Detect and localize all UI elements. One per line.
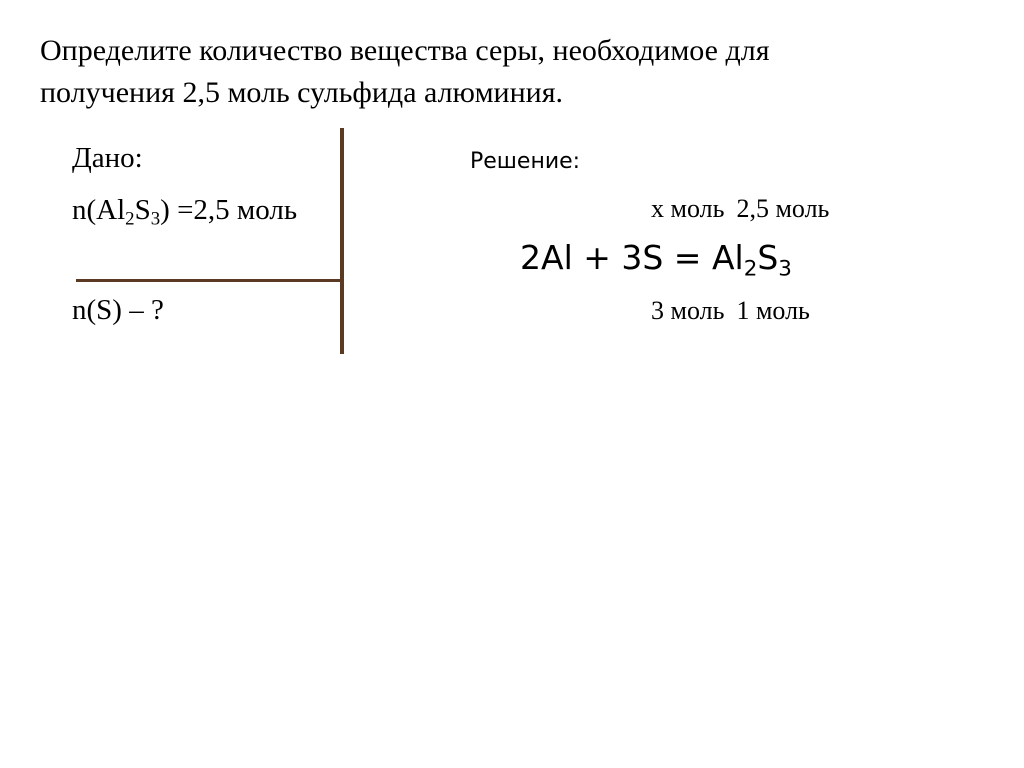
find-value: n(S) – ? [72,294,164,326]
solution-heading: Решение: [470,149,581,174]
given-value-subscript-1: 2 [125,208,135,230]
given-value-mid: S [134,194,151,226]
equation-subscript-1: 2 [743,256,758,282]
equation-mid: S [757,238,779,277]
given-value-prefix: n(Al [72,194,126,226]
given-value [72,194,298,230]
vertical-divider [340,128,344,354]
given-value-subscript-2: 3 [150,208,161,230]
below-aluminum-sulfide-label: 1 моль [736,296,810,325]
horizontal-divider [76,279,342,282]
equation-below-labels [651,296,810,326]
chemical-equation [520,238,792,282]
problem-line-1: Определите количество вещества серы, необходимое для [40,34,770,67]
equation-above-labels [651,194,829,224]
problem-line-2: получения 2,5 моль сульфида алюминия. [40,76,564,109]
equation-subscript-2: 3 [778,256,792,282]
given-value-suffix: ) =2,5 моль [160,194,298,226]
above-aluminum-sulfide-label: 2,5 моль [736,194,830,223]
problem-statement [40,30,980,114]
above-sulfur-label: x моль [651,194,725,223]
given-heading: Дано: [72,142,143,174]
equation-main: 2Al + 3S = Al [520,238,744,277]
below-sulfur-label: 3 моль [651,296,725,325]
